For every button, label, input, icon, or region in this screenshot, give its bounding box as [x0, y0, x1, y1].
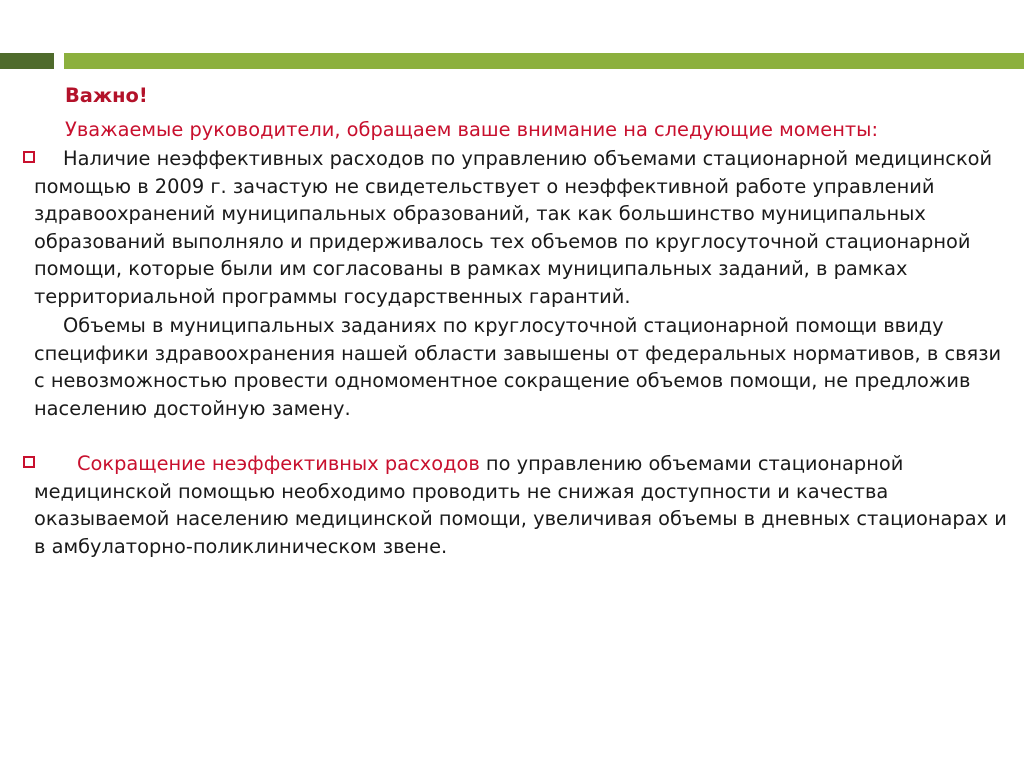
checkbox-square-icon	[23, 151, 35, 163]
paragraph-2-text: Объемы в муниципальных заданиях по круглосуточной стационарной помощи ввиду специфики здравоохранения нашей области завышены от федеральных нормативов, в связи с невозможностью провести одномоментное сокращение объемов помощи, не предложив населению достойную замену.	[34, 314, 1002, 420]
intro-text: Уважаемые руководители, обращаем ваше внимание на следующие моменты:	[65, 117, 879, 141]
bullet-item-2	[34, 450, 1012, 560]
bullet-2-text	[34, 450, 1012, 560]
bullet-2-rest: по управлению объемами стационарной медицинской помощью необходимо проводить не снижая доступности и качества оказываемой населению медицинской помощи, увеличивая объемы в дневных стационарах и в амбулаторно-поликлиническом звене.	[34, 452, 1007, 558]
bullet-1-text: Наличие неэффективных расходов по управлению объемами стационарной медицинской помощью в 2009 г. зачастую не свидетельствует о неэффективной работе управлений здравоохранений муниципальных образований, так как большинство муниципальных образований выполняло и придерживалось тех объемов по круглосуточной стационарной помощи, которые были им согласованы в рамках муниципальных заданий, в рамках территориальной программы государственных гарантий.	[34, 147, 993, 308]
checkbox-square-icon	[23, 456, 35, 468]
header-accent-bar-dark	[0, 53, 54, 69]
bullet-2-lead: Сокращение неэффективных расходов	[77, 452, 480, 475]
slide-content	[34, 82, 1012, 560]
header-accent-bar-light	[64, 53, 1024, 69]
important-heading: Важно!	[65, 84, 148, 107]
bullet-item-1	[34, 145, 1012, 310]
